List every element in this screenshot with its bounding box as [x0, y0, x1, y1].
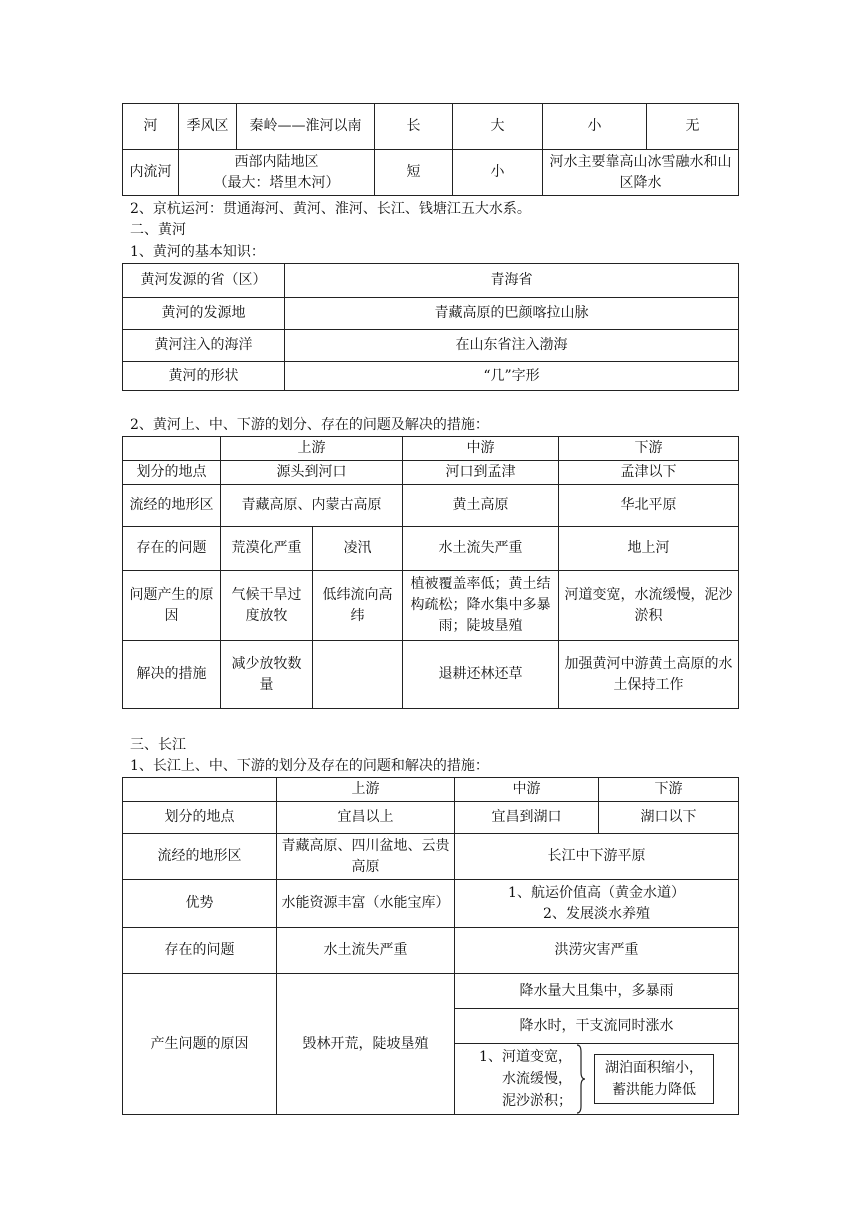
- cell: 小: [543, 104, 647, 150]
- cell: 青海省: [285, 264, 739, 298]
- cell: 短: [375, 150, 453, 196]
- cell: 源头到河口: [221, 461, 403, 485]
- cell: 河口到孟津: [403, 461, 559, 485]
- cell: 青藏高原、四川盆地、云贵高原: [277, 834, 455, 880]
- cell: 中游: [455, 778, 599, 802]
- cell: 存在的问题: [123, 928, 277, 974]
- cell: 问题产生的原因: [123, 571, 221, 641]
- cell: 黄河注入的海洋: [123, 330, 285, 362]
- cell: 水能资源丰富（水能宝库）: [277, 880, 455, 928]
- cell: “几”字形: [285, 362, 739, 391]
- section-heading: 二、黄河: [130, 222, 186, 238]
- cell: 流经的地形区: [123, 834, 277, 880]
- cell: 降水量大且集中，多暴雨: [455, 974, 739, 1009]
- cell: 孟津以下: [559, 461, 739, 485]
- cell-line: 1、航运价值高（黄金水道）: [508, 884, 685, 901]
- cell: [123, 778, 277, 802]
- cell: 地上河: [559, 527, 739, 571]
- cell: 黄河的形状: [123, 362, 285, 391]
- cell: 优势: [123, 880, 277, 928]
- yangtze-sections-table: [122, 777, 739, 1115]
- cause-group: [459, 1044, 734, 1114]
- cell: 黄河的发源地: [123, 298, 285, 330]
- cell: 中游: [403, 437, 559, 461]
- cell-line: 2、发展淡水养殖: [543, 905, 650, 922]
- cell: 水土流失严重: [277, 928, 455, 974]
- cell: [313, 641, 403, 709]
- cause-line: 水流缓慢，: [501, 1071, 572, 1087]
- cell: 长江中下游平原: [455, 834, 739, 880]
- cell: 长: [375, 104, 453, 150]
- cell: 退耕还林还草: [403, 641, 559, 709]
- cell: 气候干旱过度放牧: [221, 571, 313, 641]
- text-line: 1、长江上、中、下游的划分及存在的问题和解决的措施：: [130, 758, 489, 774]
- cell: 无: [647, 104, 739, 150]
- cell: 宜昌到湖口: [455, 802, 599, 834]
- yellow-river-sections-table: [122, 436, 739, 709]
- cell-line: 西部内陆地区: [234, 153, 319, 170]
- cell: 小: [453, 150, 543, 196]
- cell: 凌汛: [313, 527, 403, 571]
- cell: 华北平原: [559, 485, 739, 527]
- cell: 存在的问题: [123, 527, 221, 571]
- cell: 解决的措施: [123, 641, 221, 709]
- cell: 黄土高原: [403, 485, 559, 527]
- text-line: 2、京杭运河：贯通海河、黄河、淮河、长江、钱塘江五大水系。: [130, 201, 531, 217]
- result-box: 湖泊面积缩小，蓄洪能力降低: [594, 1054, 714, 1104]
- section-heading: 三、长江: [130, 737, 186, 753]
- cell: 季风区: [179, 104, 237, 150]
- cause-list: [479, 1046, 576, 1112]
- cell: 下游: [599, 778, 739, 802]
- cell: 秦岭——淮河以南: [237, 104, 375, 150]
- cause-line: 1、河道变宽，: [479, 1049, 572, 1065]
- cell: 减少放牧数量: [221, 641, 313, 709]
- cell: 低纬流向高纬: [313, 571, 403, 641]
- cell: [455, 1044, 739, 1115]
- cell: 黄河发源的省（区）: [123, 264, 285, 298]
- cell-line: （最大：塔里木河）: [213, 174, 340, 191]
- cell: 加强黄河中游黄土高原的水土保持工作: [559, 641, 739, 709]
- cause-line: 泥沙淤积；: [501, 1093, 572, 1109]
- cell: 河道变宽，水流缓慢，泥沙淤积: [559, 571, 739, 641]
- cell: 上游: [277, 778, 455, 802]
- cell: 产生问题的原因: [123, 974, 277, 1115]
- cell: 荒漠化严重: [221, 527, 313, 571]
- cell: 植被覆盖率低；黄土结构疏松；降水集中多暴雨；陡坡垦殖: [403, 571, 559, 641]
- cell: 上游: [221, 437, 403, 461]
- cell: 水土流失严重: [403, 527, 559, 571]
- cell: 河水主要靠高山冰雪融水和山区降水: [543, 150, 739, 196]
- cell: 毁林开荒，陡坡垦殖: [277, 974, 455, 1115]
- cell: [179, 150, 375, 196]
- river-types-table: [122, 103, 739, 196]
- text-line: 2、黄河上、中、下游的划分、存在的问题及解决的措施：: [130, 417, 489, 433]
- cell: [455, 880, 739, 928]
- cell: 青藏高原的巴颜喀拉山脉: [285, 298, 739, 330]
- cell: 青藏高原、内蒙古高原: [221, 485, 403, 527]
- cell: 在山东省注入渤海: [285, 330, 739, 362]
- cell: 洪涝灾害严重: [455, 928, 739, 974]
- cell: 宜昌以上: [277, 802, 455, 834]
- yellow-river-basic-table: [122, 263, 739, 391]
- curly-brace-icon: [576, 1044, 586, 1114]
- cell: 大: [453, 104, 543, 150]
- cell: [123, 437, 221, 461]
- cell: 湖口以下: [599, 802, 739, 834]
- cell: 划分的地点: [123, 802, 277, 834]
- cell: 内流河: [123, 150, 179, 196]
- cell: 河: [123, 104, 179, 150]
- cell: 降水时，干支流同时涨水: [455, 1009, 739, 1044]
- cell: 下游: [559, 437, 739, 461]
- cell: 划分的地点: [123, 461, 221, 485]
- text-line: 1、黄河的基本知识：: [130, 244, 265, 260]
- cell: 流经的地形区: [123, 485, 221, 527]
